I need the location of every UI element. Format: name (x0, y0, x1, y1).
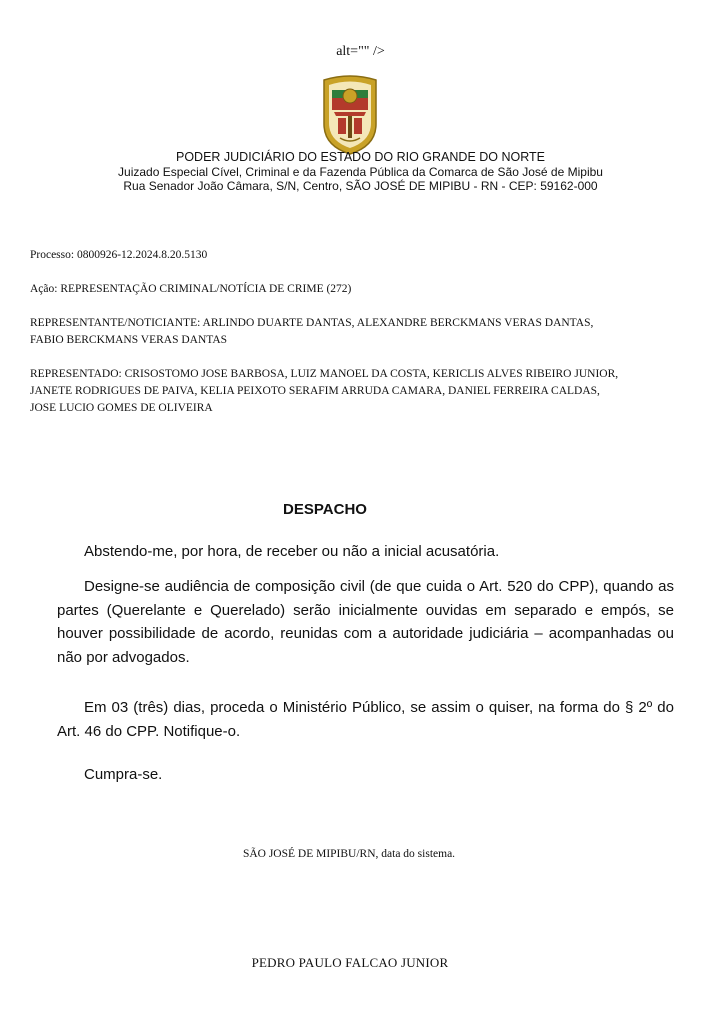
place-date: SÃO JOSÉ DE MIPIBU/RN, data do sistema. (242, 848, 456, 860)
representado-line: JANETE RODRIGUES DE PAIVA, KELIA PEIXOTO SERAFIM ARRUDA CAMARA, DANIEL FERREIRA CALDAS, (30, 385, 600, 397)
stray-markup-text: alt="" /> (336, 44, 385, 59)
representante-line: FABIO BERCKMANS VERAS DANTAS (30, 334, 228, 346)
paragraph-text: Designe-se audiência de composição civil (de que cuida o Art. 520 do CPP), quando as partes (Querelante e Querelado) serão inicialmente ouvidas em separado e empós, se houver possibilidade de acordo, reunidas com a autoridade judiciária – acompanhadas ou não por advogados. (57, 578, 674, 666)
paragraph-4 (57, 763, 674, 787)
process-number: Processo: 0800926-12.2024.8.20.5130 (30, 249, 208, 261)
paragraph-2 (57, 575, 674, 669)
document-title-text: DESPACHO (283, 501, 367, 518)
paragraph-text: Abstendo-me, por hora, de receber ou não a inicial acusatória. (84, 543, 500, 560)
paragraph-text: Em 03 (três) dias, proceda o Ministério Público, se assim o quiser, na forma do § 2º do Art. 46 do CPP. Notifique-o. (57, 699, 674, 740)
paragraph-3 (57, 696, 674, 743)
representado-block (30, 366, 680, 417)
signer-name: PEDRO PAULO FALCAO JUNIOR (251, 955, 449, 970)
court-address: Rua Senador João Câmara, S/N, Centro, SÃO JOSÉ DE MIPIBU - RN - CEP: 59162-000 (123, 179, 598, 193)
action-type: Ação: REPRESENTAÇÃO CRIMINAL/NOTÍCIA DE CRIME (272) (30, 283, 352, 295)
court-name: PODER JUDICIÁRIO DO ESTADO DO RIO GRANDE DO NORTE (175, 150, 546, 164)
representado-line: REPRESENTADO: CRISOSTOMO JOSE BARBOSA, LUIZ MANOEL DA COSTA, KERICLIS ALVES RIBEIRO JUNIOR, (30, 368, 619, 380)
document-title (0, 501, 650, 518)
representante-line: REPRESENTANTE/NOTICIANTE: ARLINDO DUARTE DANTAS, ALEXANDRE BERCKMANS VERAS DANTAS, (30, 317, 594, 329)
representante-block (30, 315, 680, 349)
representado-line: JOSE LUCIO GOMES DE OLIVEIRA (30, 402, 213, 414)
court-seal-icon (320, 74, 380, 156)
court-header (0, 150, 721, 194)
paragraph-1 (57, 540, 674, 564)
paragraph-text: Cumpra-se. (84, 766, 163, 783)
court-unit: Juizado Especial Cível, Criminal e da Fazenda Pública da Comarca de São José de Mipibu (118, 164, 603, 179)
